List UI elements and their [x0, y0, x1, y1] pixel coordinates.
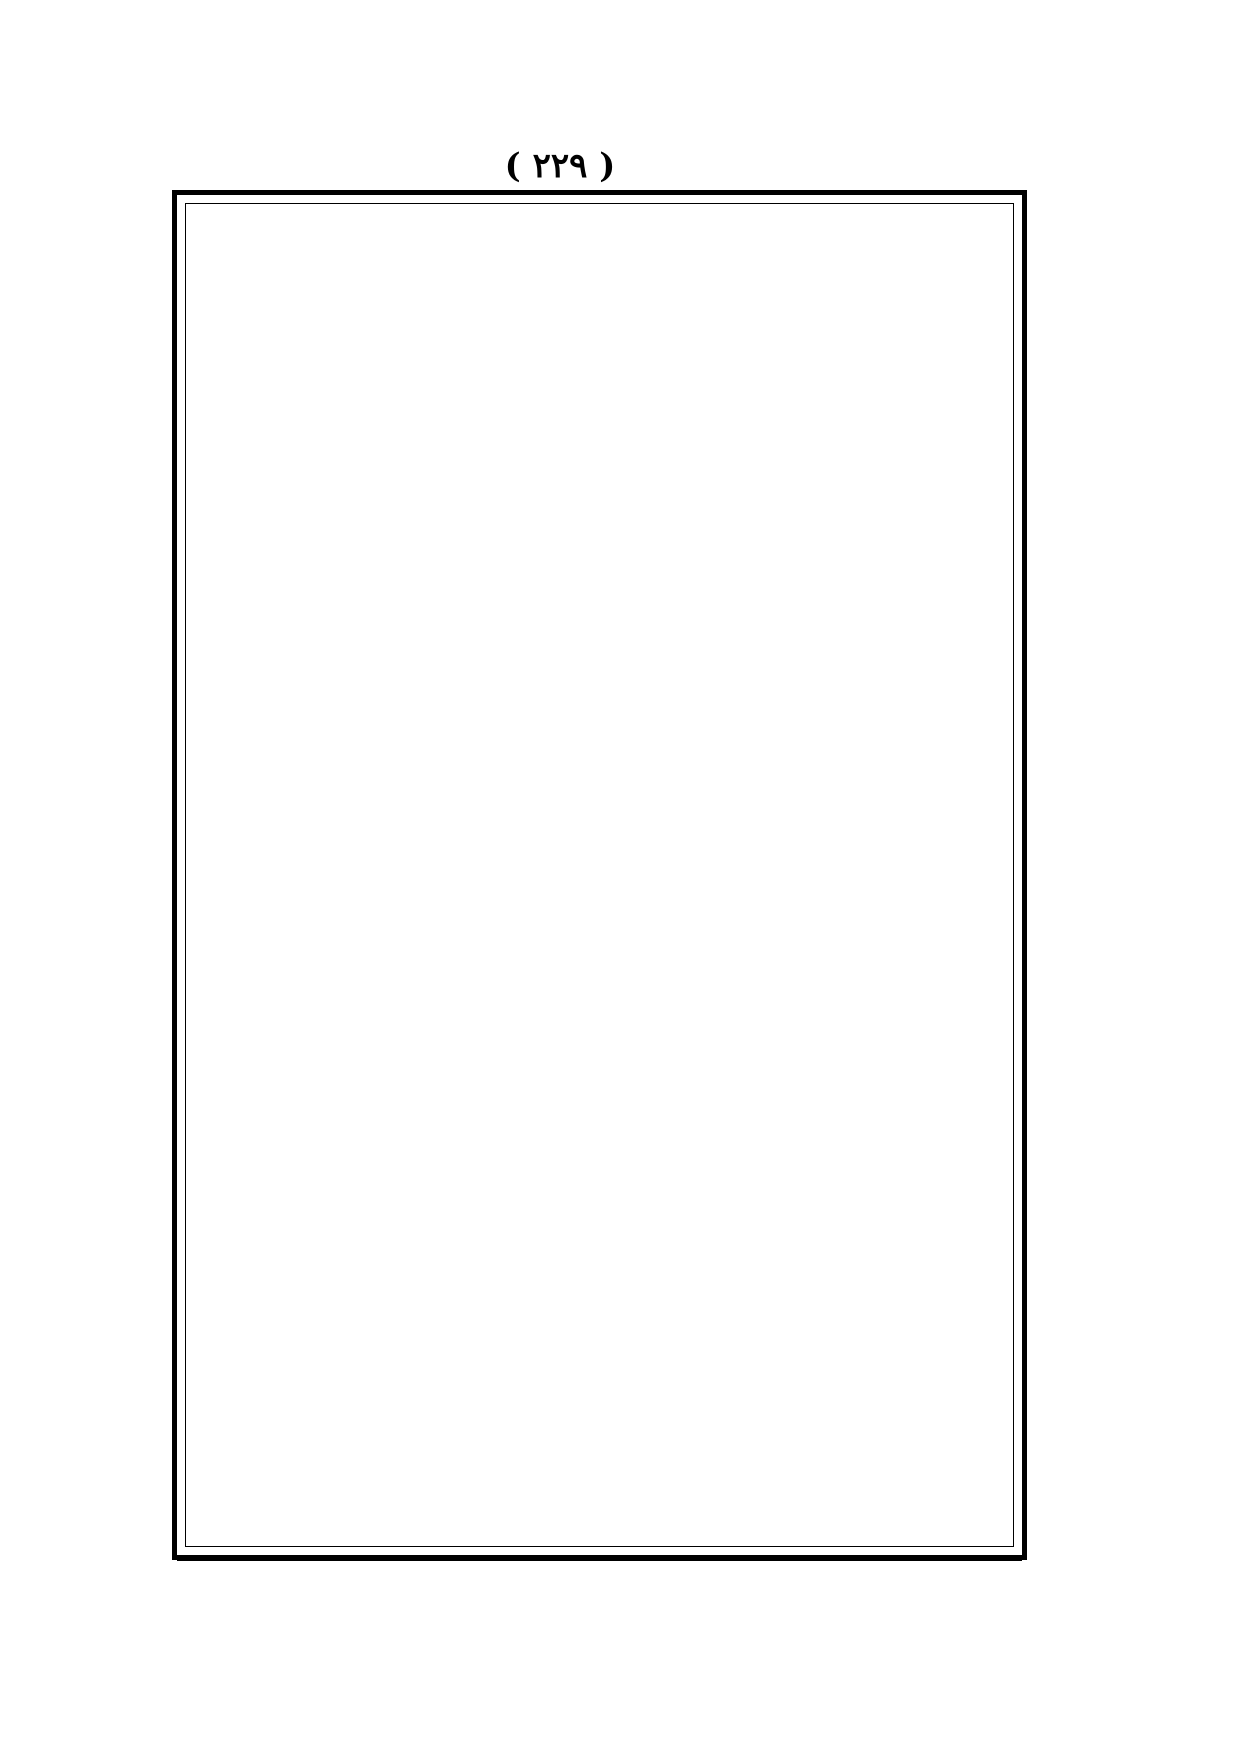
margin-text-line	[1052, 1124, 1210, 1162]
main-text-line	[199, 1157, 1000, 1193]
margin-text-line	[1052, 708, 1210, 746]
margin-text-line	[1052, 368, 1210, 406]
main-text-line	[199, 286, 1000, 322]
margin-text-line	[1052, 784, 1210, 822]
main-text-line	[199, 866, 1000, 902]
main-text-line	[199, 1447, 1000, 1483]
main-text-line	[199, 721, 1000, 757]
margin-text-line	[1052, 859, 1210, 897]
main-text-line	[199, 1411, 1000, 1447]
main-text-line	[199, 903, 1000, 939]
margin-text-line	[1052, 746, 1210, 784]
margin-text-line	[1052, 632, 1210, 670]
margin-text-line	[1052, 1237, 1210, 1275]
margin-text-line	[1052, 557, 1210, 595]
main-text-line	[199, 358, 1000, 394]
main-text-line	[199, 1120, 1000, 1156]
main-text-line	[199, 1012, 1000, 1048]
main-text-line	[199, 1048, 1000, 1084]
main-text-body	[199, 213, 1000, 1537]
margin-text-line	[1052, 1048, 1210, 1086]
page-number: ( ٢٢٩ )	[504, 146, 616, 186]
main-text-line	[199, 757, 1000, 793]
main-text-line	[199, 1338, 1000, 1374]
margin-text-line	[1052, 1275, 1210, 1313]
main-text-line	[199, 830, 1000, 866]
main-text-line	[199, 431, 1000, 467]
main-text-line	[199, 649, 1000, 685]
margin-text-line	[1052, 1313, 1210, 1351]
main-text-line	[199, 1193, 1000, 1229]
margin-text-line	[1052, 897, 1210, 935]
main-text-line	[199, 1229, 1000, 1265]
margin-commentary	[1052, 330, 1210, 1360]
main-text-line	[199, 1084, 1000, 1120]
main-text-line	[199, 1483, 1000, 1519]
main-text-line	[199, 503, 1000, 539]
margin-text-line	[1052, 443, 1210, 481]
margin-text-line	[1052, 821, 1210, 859]
margin-text-line	[1052, 406, 1210, 444]
main-text-line	[199, 1520, 1000, 1556]
margin-text-line	[1052, 519, 1210, 557]
margin-text-line	[1052, 973, 1210, 1011]
margin-text-line	[1052, 670, 1210, 708]
main-text-line	[199, 1375, 1000, 1411]
main-text-line	[199, 612, 1000, 648]
main-text-line	[199, 576, 1000, 612]
margin-text-line	[1052, 1199, 1210, 1237]
margin-text-line	[1052, 1162, 1210, 1200]
main-text-line	[199, 213, 1000, 249]
main-text-line	[199, 394, 1000, 430]
main-text-line	[199, 975, 1000, 1011]
main-text-line	[199, 939, 1000, 975]
main-text-line	[199, 685, 1000, 721]
main-text-line	[199, 540, 1000, 576]
main-text-line	[199, 322, 1000, 358]
main-text-line	[199, 249, 1000, 285]
main-text-line	[199, 467, 1000, 503]
main-text-frame	[172, 190, 1027, 1560]
margin-text-line	[1052, 595, 1210, 633]
margin-text-line	[1052, 1010, 1210, 1048]
main-text-line	[199, 1266, 1000, 1302]
main-text-line	[199, 794, 1000, 830]
margin-text-line	[1052, 935, 1210, 973]
margin-text-line	[1052, 481, 1210, 519]
margin-text-line	[1052, 1086, 1210, 1124]
margin-text-line	[1052, 330, 1210, 368]
main-text-line	[199, 1302, 1000, 1338]
